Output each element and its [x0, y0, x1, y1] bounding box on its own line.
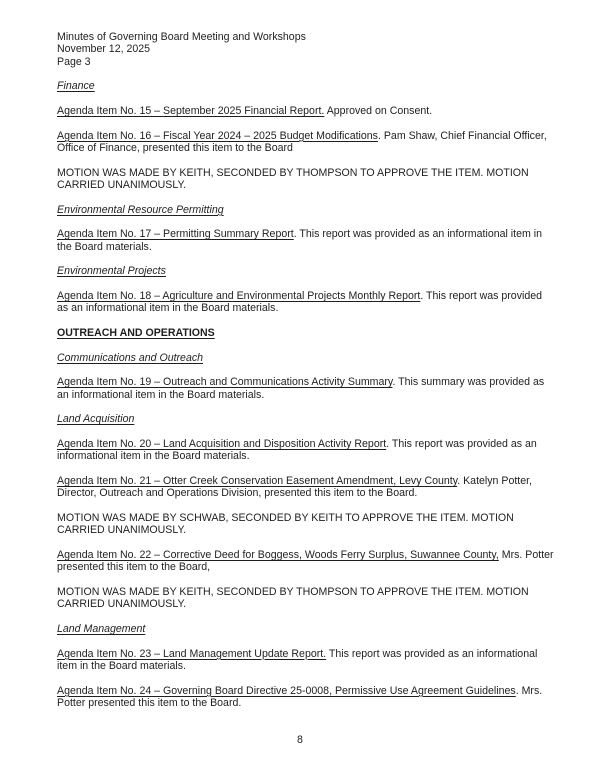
- section-heading-outreach-and-operations: [57, 327, 554, 339]
- agenda-item-19-title: Agenda Item No. 19 – Outreach and Communications Activity Summary: [57, 376, 393, 389]
- section-heading-finance-text: Finance: [57, 80, 95, 93]
- agenda-item-18: [57, 290, 554, 315]
- header-title: Minutes of Governing Board Meeting and Workshops: [57, 31, 306, 43]
- agenda-item-21-body: . Katelyn Potter, Director, Outreach and Operations Division, presented this item to the Board.: [57, 475, 533, 500]
- agenda-item-24-body: . Mrs. Potter presented this item to the Board.: [57, 684, 543, 709]
- section-heading-communications-and-outreach-text: Communications and Outreach: [57, 351, 204, 364]
- agenda-item-18-body: . This report was provided as an informational item in the Board materials.: [57, 289, 543, 315]
- agenda-item-17: [57, 228, 554, 253]
- section-heading-land-acquisition-text: Land Acquisition: [57, 413, 135, 426]
- agenda-item-21-title: Agenda Item No. 21 – Otter Creek Conservation Easement Amendment, Levy County: [57, 475, 458, 487]
- agenda-item-18-title: Agenda Item No. 18 – Agriculture and Environmental Projects Monthly Report: [57, 289, 421, 302]
- motion-statement-3: MOTION WAS MADE BY KEITH, SECONDED BY THOMPSON TO APPROVE THE ITEM. MOTION CARRIED UNANIMOUSLY.: [57, 585, 529, 611]
- section-heading-outreach-and-operations-text: OUTREACH AND OPERATIONS: [57, 326, 215, 339]
- section-heading-finance: [57, 80, 554, 92]
- section-heading-communications-and-outreach: [57, 352, 554, 364]
- agenda-item-20-title: Agenda Item No. 20 – Land Acquisition and Disposition Activity Report: [57, 438, 387, 451]
- motion-statement-1: MOTION WAS MADE BY KEITH, SECONDED BY THOMPSON TO APPROVE THE ITEM. MOTION CARRIED UNANIMOUSLY.: [57, 166, 529, 191]
- section-heading-land-management: [57, 623, 554, 635]
- section-heading-environmental-projects: [57, 265, 554, 277]
- agenda-item-23-body: This report was provided as an informational item in the Board materials.: [57, 647, 538, 672]
- document-header: [57, 31, 554, 68]
- agenda-item-22-title: Agenda Item No. 22 – Corrective Deed for Boggess, Woods Ferry Surplus, Suwannee County,: [57, 548, 499, 561]
- agenda-item-22-body: Mrs. Potter presented this item to the Board,: [57, 548, 554, 574]
- header-date: November 12, 2025: [57, 43, 151, 56]
- agenda-item-16: [57, 130, 554, 155]
- motion-statement-2: MOTION WAS MADE BY SCHWAB, SECONDED BY KEITH TO APPROVE THE ITEM. MOTION CARRIED UNANIMOUSLY.: [57, 511, 514, 537]
- agenda-item-15-title: Agenda Item No. 15 – September 2025 Financial Report.: [57, 104, 325, 117]
- agenda-item-20: [57, 438, 554, 463]
- agenda-item-23-title: Agenda Item No. 23 – Land Management Update Report.: [57, 647, 327, 660]
- section-heading-land-acquisition: [57, 413, 554, 425]
- agenda-item-24-title: Agenda Item No. 24 – Governing Board Directive 25-0008, Permissive Use Agreement Guidelines: [57, 684, 516, 697]
- header-page-label: Page 3: [57, 55, 91, 68]
- agenda-item-21: [57, 475, 554, 500]
- agenda-item-17-body: . This report was provided as an informational item in the Board materials.: [57, 228, 542, 253]
- agenda-item-17-title: Agenda Item No. 17 – Permitting Summary Report: [57, 228, 294, 241]
- agenda-item-24: [57, 685, 554, 710]
- section-heading-land-management-text: Land Management: [57, 622, 146, 635]
- section-heading-environmental-resource-permitting-text: Environmental Resource Permitting: [57, 203, 224, 216]
- agenda-item-23: [57, 648, 554, 673]
- section-heading-environmental-resource-permitting: [57, 204, 554, 216]
- agenda-item-16-body: . Pam Shaw, Chief Financial Officer, Office of Finance, presented this item to the Board: [57, 129, 547, 154]
- agenda-item-15: [57, 105, 554, 117]
- agenda-item-16-title: Agenda Item No. 16 – Fiscal Year 2024 – 2025 Budget Modifications: [57, 129, 378, 142]
- footer-page-number: 8: [297, 734, 303, 746]
- agenda-item-20-body: . This report was provided as an informational item in the Board materials.: [57, 438, 537, 463]
- section-heading-environmental-projects-text: Environmental Projects: [57, 265, 166, 278]
- agenda-item-15-body: Approved on Consent.: [324, 104, 433, 117]
- agenda-item-22: [57, 549, 554, 574]
- agenda-item-19: [57, 376, 554, 401]
- agenda-item-19-body: . This summary was provided as an informational item in the Board materials.: [57, 376, 545, 401]
